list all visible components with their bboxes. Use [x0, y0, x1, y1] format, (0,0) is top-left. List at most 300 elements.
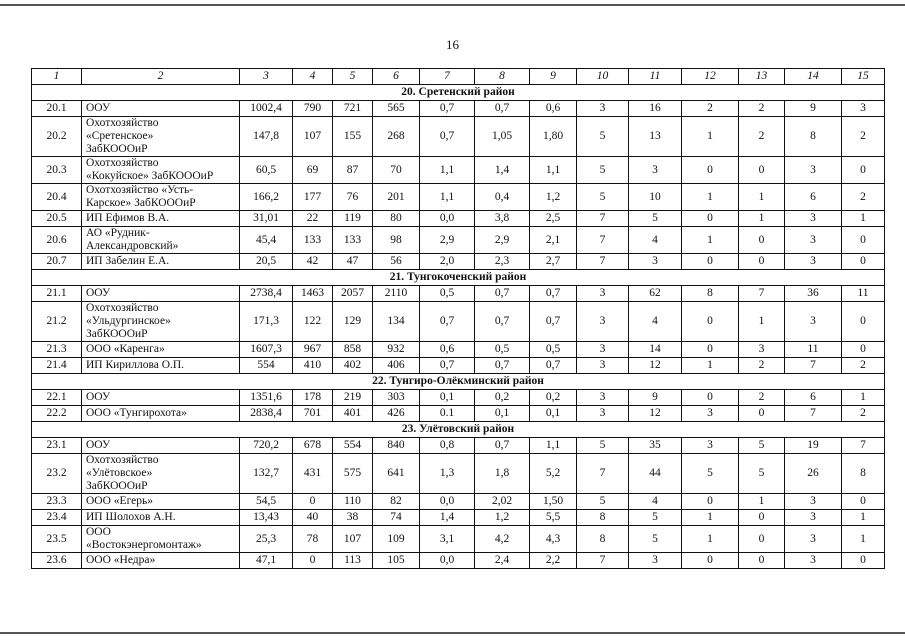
value-cell: 74	[373, 510, 420, 526]
value-cell: 3	[785, 526, 842, 553]
value-cell: 0,7	[475, 286, 530, 302]
value-cell: 2110	[373, 286, 420, 302]
value-cell: 1,8	[475, 454, 530, 494]
page-number: 16	[446, 37, 459, 52]
value-cell: 26	[785, 454, 842, 494]
name-line: Карское» ЗабКОООиР	[86, 197, 196, 209]
value-cell: 22	[293, 211, 333, 227]
value-cell: 303	[373, 390, 420, 406]
value-cell: 20,5	[240, 254, 293, 270]
value-cell: 38	[333, 510, 373, 526]
hunting-ground-name	[82, 358, 240, 374]
value-cell: 5	[577, 184, 629, 211]
row-number: 20.6	[32, 227, 82, 254]
value-cell: 565	[373, 101, 420, 117]
hunting-ground-name	[82, 286, 240, 302]
value-cell: 0,7	[475, 101, 530, 117]
table-row	[32, 358, 885, 374]
value-cell: 0	[682, 494, 739, 510]
value-cell: 0,7	[420, 302, 475, 342]
value-cell: 0,7	[420, 358, 475, 374]
column-number: 8	[475, 69, 530, 85]
value-cell: 7	[842, 438, 885, 454]
value-cell: 5	[739, 454, 785, 494]
row-number: 22.2	[32, 406, 82, 422]
value-cell: 4	[629, 227, 682, 254]
value-cell: 0	[842, 302, 885, 342]
value-cell: 11	[785, 342, 842, 358]
value-cell: 967	[293, 342, 333, 358]
value-cell: 178	[293, 390, 333, 406]
value-cell: 2,0	[420, 254, 475, 270]
value-cell: 7	[577, 211, 629, 227]
value-cell: 3	[629, 553, 682, 569]
value-cell: 401	[333, 406, 373, 422]
value-cell: 1607,3	[240, 342, 293, 358]
hunting-ground-name	[82, 101, 240, 117]
value-cell: 8	[785, 117, 842, 157]
value-cell: 13	[629, 117, 682, 157]
value-cell: 2,1	[530, 227, 577, 254]
table-row	[32, 510, 885, 526]
value-cell: 426	[373, 406, 420, 422]
value-cell: 155	[333, 117, 373, 157]
value-cell: 1002,4	[240, 101, 293, 117]
value-cell: 132,7	[240, 454, 293, 494]
name-line: АО «Рудник-	[86, 227, 150, 239]
column-number-row	[32, 69, 885, 85]
value-cell: 1	[739, 211, 785, 227]
value-cell: 1,2	[475, 510, 530, 526]
value-cell: 0,7	[530, 358, 577, 374]
value-cell: 3	[577, 406, 629, 422]
value-cell: 201	[373, 184, 420, 211]
column-number: 4	[293, 69, 333, 85]
value-cell: 0	[293, 553, 333, 569]
value-cell: 2	[842, 358, 885, 374]
value-cell: 4	[629, 494, 682, 510]
value-cell: 0	[739, 406, 785, 422]
value-cell: 3	[785, 302, 842, 342]
value-cell: 3	[577, 390, 629, 406]
value-cell: 76	[333, 184, 373, 211]
column-number: 3	[240, 69, 293, 85]
value-cell: 42	[293, 254, 333, 270]
value-cell: 0,7	[530, 302, 577, 342]
value-cell: 13,43	[240, 510, 293, 526]
value-cell: 4,2	[475, 526, 530, 553]
value-cell: 3	[785, 494, 842, 510]
value-cell: 5	[739, 438, 785, 454]
table-row	[32, 254, 885, 270]
value-cell: 119	[333, 211, 373, 227]
value-cell: 0	[739, 157, 785, 184]
name-line: «Ульдургинское»	[86, 315, 171, 327]
value-cell: 1	[842, 526, 885, 553]
hunting-ground-name	[82, 157, 240, 184]
value-cell: 2,9	[475, 227, 530, 254]
value-cell: 12	[629, 358, 682, 374]
name-line: ЗабКОООиР	[86, 328, 148, 340]
value-cell: 87	[333, 157, 373, 184]
value-cell: 107	[293, 117, 333, 157]
name-line: «Улётовское»	[86, 467, 153, 479]
table-row	[32, 454, 885, 494]
column-number: 5	[333, 69, 373, 85]
value-cell: 0,6	[420, 342, 475, 358]
value-cell: 0,7	[475, 302, 530, 342]
value-cell: 0,8	[420, 438, 475, 454]
row-number: 20.2	[32, 117, 82, 157]
value-cell: 0,5	[530, 342, 577, 358]
column-number: 9	[530, 69, 577, 85]
value-cell: 80	[373, 211, 420, 227]
value-cell: 5	[577, 117, 629, 157]
value-cell: 0,4	[475, 184, 530, 211]
value-cell: 45,4	[240, 227, 293, 254]
value-cell: 2,4	[475, 553, 530, 569]
value-cell: 11	[842, 286, 885, 302]
value-cell: 3	[577, 286, 629, 302]
value-cell: 0	[842, 157, 885, 184]
value-cell: 575	[333, 454, 373, 494]
column-number: 1	[32, 69, 82, 85]
value-cell: 0	[682, 302, 739, 342]
section-heading-row	[32, 374, 885, 390]
hunting-ground-name	[82, 254, 240, 270]
top-scan-edge	[0, 4, 905, 6]
value-cell: 3	[682, 438, 739, 454]
value-cell: 122	[293, 302, 333, 342]
value-cell: 9	[629, 390, 682, 406]
value-cell: 5	[629, 510, 682, 526]
value-cell: 1	[682, 358, 739, 374]
value-cell: 2	[739, 117, 785, 157]
value-cell: 177	[293, 184, 333, 211]
value-cell: 3	[629, 157, 682, 184]
value-cell: 5	[577, 438, 629, 454]
section-title: 23. Улётовский район	[32, 422, 885, 438]
value-cell: 19	[785, 438, 842, 454]
value-cell: 0	[842, 227, 885, 254]
hunting-ground-name	[82, 227, 240, 254]
column-number: 2	[82, 69, 240, 85]
row-number: 22.1	[32, 390, 82, 406]
value-cell: 2,02	[475, 494, 530, 510]
value-cell: 54,5	[240, 494, 293, 510]
hunting-ground-name	[82, 184, 240, 211]
value-cell: 1	[682, 117, 739, 157]
value-cell: 0	[682, 342, 739, 358]
value-cell: 1,1	[530, 438, 577, 454]
value-cell: 0	[682, 157, 739, 184]
value-cell: 56	[373, 254, 420, 270]
value-cell: 0,2	[475, 390, 530, 406]
value-cell: 78	[293, 526, 333, 553]
table-row	[32, 211, 885, 227]
value-cell: 5	[577, 494, 629, 510]
value-cell: 0,1	[475, 406, 530, 422]
value-cell: 3	[785, 553, 842, 569]
hunting-ground-name	[82, 342, 240, 358]
value-cell: 3	[577, 302, 629, 342]
table-row	[32, 101, 885, 117]
name-line: ООО «Каренга»	[86, 343, 165, 355]
value-cell: 410	[293, 358, 333, 374]
value-cell: 2	[739, 358, 785, 374]
name-line: Охотхозяйство «Усть-	[86, 184, 194, 196]
value-cell: 1	[682, 184, 739, 211]
value-cell: 5	[682, 454, 739, 494]
hunting-ground-name	[82, 438, 240, 454]
value-cell: 0	[842, 494, 885, 510]
table-row	[32, 494, 885, 510]
name-line: Охотхозяйство	[86, 454, 159, 466]
value-cell: 5,2	[530, 454, 577, 494]
value-cell: 0,2	[530, 390, 577, 406]
hunting-ground-name	[82, 390, 240, 406]
value-cell: 7	[785, 406, 842, 422]
value-cell: 2	[682, 101, 739, 117]
value-cell: 62	[629, 286, 682, 302]
name-line: ИП Забелин Е.А.	[86, 255, 170, 267]
value-cell: 10	[629, 184, 682, 211]
row-number: 20.5	[32, 211, 82, 227]
value-cell: 5	[577, 157, 629, 184]
hunting-ground-name	[82, 302, 240, 342]
section-title: 20. Сретенский район	[32, 85, 885, 101]
value-cell: 2738,4	[240, 286, 293, 302]
value-cell: 402	[333, 358, 373, 374]
value-cell: 0,7	[420, 117, 475, 157]
value-cell: 60,5	[240, 157, 293, 184]
value-cell: 3,8	[475, 211, 530, 227]
value-cell: 7	[577, 553, 629, 569]
table-row	[32, 553, 885, 569]
value-cell: 2	[739, 390, 785, 406]
value-cell: 1	[682, 526, 739, 553]
value-cell: 36	[785, 286, 842, 302]
column-number: 14	[785, 69, 842, 85]
value-cell: 5	[629, 526, 682, 553]
name-line: «Востокэнергомонтаж»	[86, 539, 202, 551]
value-cell: 0,0	[420, 211, 475, 227]
table-row	[32, 406, 885, 422]
value-cell: 678	[293, 438, 333, 454]
value-cell: 1,3	[420, 454, 475, 494]
value-cell: 7	[577, 254, 629, 270]
value-cell: 82	[373, 494, 420, 510]
value-cell: 147,8	[240, 117, 293, 157]
table-row	[32, 184, 885, 211]
name-line: ИП Кириллова О.П.	[86, 359, 185, 371]
name-line: ООУ	[86, 391, 111, 403]
name-line: ЗабКОООиР	[86, 480, 148, 492]
hunting-ground-name	[82, 494, 240, 510]
value-cell: 3	[785, 227, 842, 254]
table-row	[32, 526, 885, 553]
hunting-ground-name	[82, 211, 240, 227]
value-cell: 858	[333, 342, 373, 358]
bottom-scan-edge	[0, 632, 905, 634]
value-cell: 0	[739, 553, 785, 569]
value-cell: 1	[739, 302, 785, 342]
value-cell: 0	[842, 342, 885, 358]
name-line: Охотхозяйство	[86, 117, 159, 129]
value-cell: 2	[842, 117, 885, 157]
value-cell: 0	[842, 553, 885, 569]
value-cell: 2,7	[530, 254, 577, 270]
section-heading-row	[32, 270, 885, 286]
section-title: 21. Тунгокоченский район	[32, 270, 885, 286]
value-cell: 5,5	[530, 510, 577, 526]
table-row	[32, 157, 885, 184]
value-cell: 2,2	[530, 553, 577, 569]
value-cell: 701	[293, 406, 333, 422]
name-line: ООУ	[86, 102, 111, 114]
value-cell: 0	[293, 494, 333, 510]
value-cell: 1	[842, 211, 885, 227]
value-cell: 47	[333, 254, 373, 270]
hunting-ground-name	[82, 454, 240, 494]
value-cell: 16	[629, 101, 682, 117]
value-cell: 0,6	[530, 101, 577, 117]
value-cell: 1	[739, 184, 785, 211]
table-row	[32, 438, 885, 454]
value-cell: 554	[240, 358, 293, 374]
value-cell: 171,3	[240, 302, 293, 342]
name-line: ИП Шолохов А.Н.	[86, 511, 176, 523]
name-line: ООО «Недра»	[86, 554, 156, 566]
name-line: ООО «Егерь»	[86, 495, 153, 507]
value-cell: 3	[785, 157, 842, 184]
value-cell: 6	[785, 390, 842, 406]
value-cell: 134	[373, 302, 420, 342]
value-cell: 0.1	[420, 406, 475, 422]
value-cell: 932	[373, 342, 420, 358]
row-number: 23.5	[32, 526, 82, 553]
value-cell: 0,7	[475, 438, 530, 454]
value-cell: 7	[739, 286, 785, 302]
value-cell: 2	[842, 184, 885, 211]
value-cell: 219	[333, 390, 373, 406]
name-line: «Кокуйское» ЗабКОООиР	[86, 170, 214, 182]
value-cell: 2	[842, 406, 885, 422]
value-cell: 0	[739, 526, 785, 553]
value-cell: 3	[739, 342, 785, 358]
value-cell: 554	[333, 438, 373, 454]
value-cell: 69	[293, 157, 333, 184]
value-cell: 14	[629, 342, 682, 358]
value-cell: 406	[373, 358, 420, 374]
value-cell: 109	[373, 526, 420, 553]
column-number: 12	[682, 69, 739, 85]
value-cell: 70	[373, 157, 420, 184]
value-cell: 1,05	[475, 117, 530, 157]
row-number: 23.1	[32, 438, 82, 454]
column-number: 10	[577, 69, 629, 85]
value-cell: 1,1	[530, 157, 577, 184]
value-cell: 2,3	[475, 254, 530, 270]
section-heading-row	[32, 85, 885, 101]
value-cell: 2,9	[420, 227, 475, 254]
value-cell: 133	[333, 227, 373, 254]
value-cell: 8	[842, 454, 885, 494]
value-cell: 0,0	[420, 494, 475, 510]
value-cell: 25,3	[240, 526, 293, 553]
value-cell: 4,3	[530, 526, 577, 553]
value-cell: 0,7	[530, 286, 577, 302]
column-number: 7	[420, 69, 475, 85]
value-cell: 47,1	[240, 553, 293, 569]
value-cell: 35	[629, 438, 682, 454]
value-cell: 1,2	[530, 184, 577, 211]
value-cell: 0,7	[420, 101, 475, 117]
value-cell: 1351,6	[240, 390, 293, 406]
value-cell: 7	[577, 227, 629, 254]
value-cell: 0,7	[475, 358, 530, 374]
value-cell: 0,5	[420, 286, 475, 302]
name-line: «Сретенское»	[86, 130, 154, 142]
row-number: 20.1	[32, 101, 82, 117]
value-cell: 0,1	[420, 390, 475, 406]
row-number: 23.2	[32, 454, 82, 494]
row-number: 21.3	[32, 342, 82, 358]
value-cell: 721	[333, 101, 373, 117]
value-cell: 1,1	[420, 157, 475, 184]
name-line: ООО «Тунгирохота»	[86, 407, 187, 419]
value-cell: 790	[293, 101, 333, 117]
value-cell: 7	[577, 454, 629, 494]
value-cell: 166,2	[240, 184, 293, 211]
wildlife-data-table	[31, 68, 885, 569]
value-cell: 105	[373, 553, 420, 569]
table-row	[32, 286, 885, 302]
value-cell: 0	[739, 510, 785, 526]
value-cell: 720,2	[240, 438, 293, 454]
name-line: ИП Ефимов В.А.	[86, 212, 170, 224]
column-number: 6	[373, 69, 420, 85]
value-cell: 3	[842, 101, 885, 117]
value-cell: 0	[682, 254, 739, 270]
value-cell: 0	[739, 254, 785, 270]
value-cell: 4	[629, 302, 682, 342]
value-cell: 0	[682, 553, 739, 569]
section-heading-row	[32, 422, 885, 438]
value-cell: 3	[577, 101, 629, 117]
column-number: 13	[739, 69, 785, 85]
value-cell: 0	[682, 390, 739, 406]
value-cell: 3	[577, 358, 629, 374]
value-cell: 0	[739, 227, 785, 254]
value-cell: 268	[373, 117, 420, 157]
value-cell: 129	[333, 302, 373, 342]
row-number: 20.3	[32, 157, 82, 184]
hunting-ground-name	[82, 117, 240, 157]
row-number: 23.6	[32, 553, 82, 569]
value-cell: 3,1	[420, 526, 475, 553]
hunting-ground-name	[82, 510, 240, 526]
value-cell: 3	[785, 254, 842, 270]
value-cell: 113	[333, 553, 373, 569]
value-cell: 110	[333, 494, 373, 510]
value-cell: 1	[739, 494, 785, 510]
value-cell: 1,80	[530, 117, 577, 157]
value-cell: 3	[682, 406, 739, 422]
value-cell: 1,50	[530, 494, 577, 510]
value-cell: 5	[629, 211, 682, 227]
value-cell: 8	[682, 286, 739, 302]
